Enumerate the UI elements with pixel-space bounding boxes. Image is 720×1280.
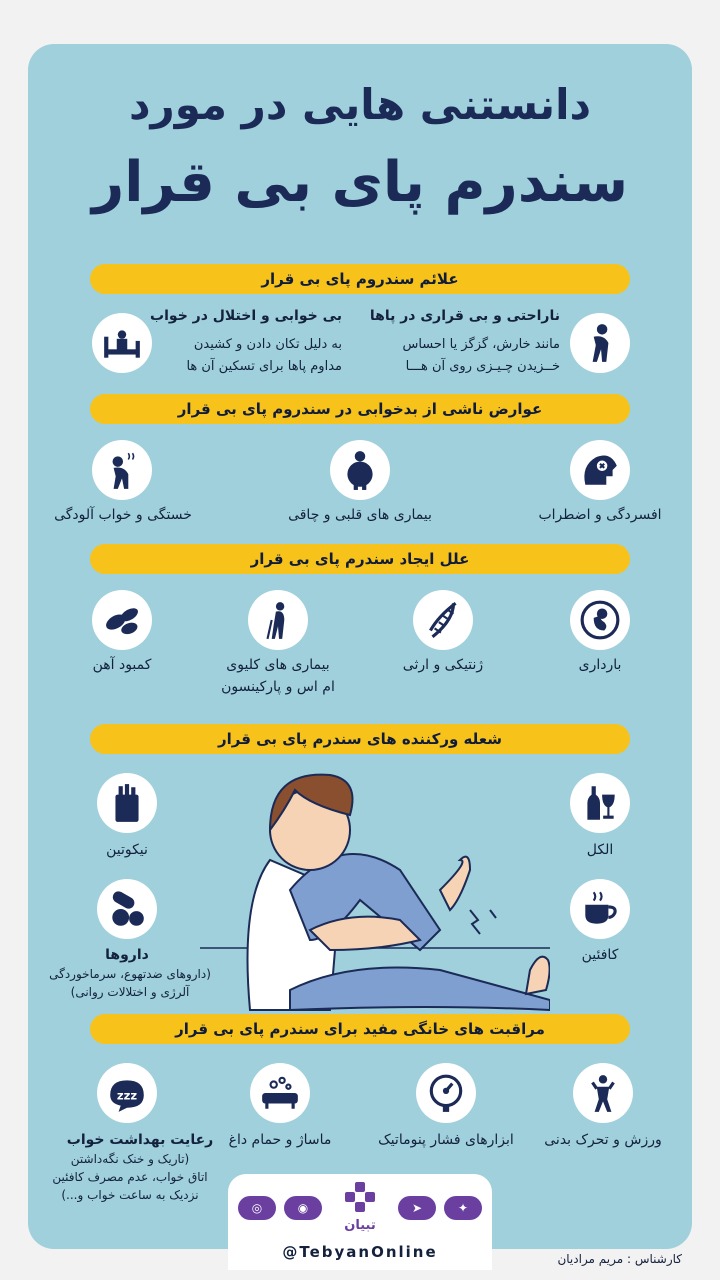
pills-icon xyxy=(97,879,157,939)
complication-heart-label: بیماری های قلبی و چاقی xyxy=(288,507,432,523)
symptom-insomnia-line1: به دلیل تکان دادن و کشیدن xyxy=(193,337,342,352)
bathtub-icon xyxy=(250,1063,310,1123)
care-sleep-note2: اتاق خواب، عدم مصرف کافئین xyxy=(52,1170,208,1184)
trigger-caffeine-label: کافئین xyxy=(581,947,619,963)
exercise-icon xyxy=(573,1063,633,1123)
brand-name: تبیان xyxy=(344,1218,376,1233)
wine-bottle-icon xyxy=(570,773,630,833)
dna-icon xyxy=(413,590,473,650)
care-exercise-label: ورزش و تحرک بدنی xyxy=(544,1132,662,1148)
tebyan-logo-icon xyxy=(343,1180,377,1214)
symptom-discomfort-line1: مانند خارش، گزگز یا احساس xyxy=(402,337,560,352)
complication-depression-label: افسردگی و اضطراب xyxy=(538,507,662,523)
care-sleep-note3: نزدیک به ساعت خواب و...) xyxy=(61,1188,199,1202)
section-symptoms-header: علائم سندروم پای بی قرار xyxy=(90,264,630,294)
cause-genetic-label: ژنتیکی و ارثی xyxy=(402,657,484,673)
symptom-insomnia-line2: مداوم پاها برای تسکین آن ها xyxy=(186,359,342,374)
title-line2: سندرم پای بی قرار xyxy=(91,150,629,215)
section-triggers-header: شعله ورکننده های سندرم پای بی قرار xyxy=(90,724,630,754)
section-causes-header: علل ایجاد سندرم پای بی قرار xyxy=(90,544,630,574)
cause-iron-label: کمبود آهن xyxy=(92,657,152,673)
symptom-discomfort-line2: خــزیدن چـیـزی روی آن هـــا xyxy=(405,359,560,374)
telegram-icon[interactable]: ➤ xyxy=(398,1196,436,1220)
section-complications-header: عوارض ناشی از بدخوابی در سندروم پای بی قرار xyxy=(90,394,630,424)
symptom-insomnia-title: بی خوابی و اختلال در خواب xyxy=(150,308,342,324)
fetus-icon xyxy=(570,590,630,650)
brain-storm-icon xyxy=(570,440,630,500)
obese-person-icon xyxy=(330,440,390,500)
social-handle[interactable]: @TebyanOnline xyxy=(282,1243,438,1261)
twitter-icon[interactable]: ✦ xyxy=(444,1196,482,1220)
cause-disease-line2: ام اس و پارکینسون xyxy=(221,679,335,695)
sleep-zzz-icon xyxy=(97,1063,157,1123)
title-line1: دانستنی هایی در مورد xyxy=(128,80,592,129)
person-holding-foot-illustration xyxy=(200,760,550,1018)
complication-fatigue-label: خستگی و خواب آلودگی xyxy=(54,507,192,523)
trigger-drugs-note2: آلرژی و اختلالات روانی) xyxy=(70,985,190,999)
coffee-cup-icon xyxy=(570,879,630,939)
trigger-drugs-label: داروها xyxy=(105,947,149,963)
red-blood-cells-icon xyxy=(92,590,152,650)
care-pneumatic-label: ابزارهای فشار پنوماتیک xyxy=(378,1132,514,1148)
trigger-nicotine-label: نیکوتین xyxy=(106,842,148,858)
pressure-gauge-icon xyxy=(416,1063,476,1123)
svg-text:zzz: zzz xyxy=(116,1088,138,1103)
trigger-drugs-note1: (داروهای ضدتهوع، سرماخوردگی xyxy=(49,967,211,981)
cause-disease-line1: بیماری های کلیوی xyxy=(226,657,330,673)
cause-pregnancy-label: بارداری xyxy=(578,657,622,673)
care-sleep-label: رعایت بهداشت خواب xyxy=(66,1132,214,1148)
trigger-alcohol-label: الکل xyxy=(586,842,614,858)
expert-credit: کارشناس : مریم مرادیان xyxy=(557,1252,682,1266)
care-sleep-note1: (تاریک و خنک نگه‌داشتن xyxy=(70,1152,190,1166)
tired-person-icon xyxy=(92,440,152,500)
elderly-person-icon xyxy=(248,590,308,650)
sad-person-icon xyxy=(570,313,630,373)
cigarette-pack-icon xyxy=(97,773,157,833)
aparat-icon[interactable]: ◉ xyxy=(284,1196,322,1220)
instagram-icon[interactable]: ◎ xyxy=(238,1196,276,1220)
section-care-header: مراقبت های خانگی مفید برای سندرم پای بی قرار xyxy=(90,1014,630,1044)
care-massage-label: ماساژ و حمام داغ xyxy=(228,1132,332,1148)
symptom-discomfort-title: ناراحتی و بی قراری در پاها xyxy=(369,308,560,324)
